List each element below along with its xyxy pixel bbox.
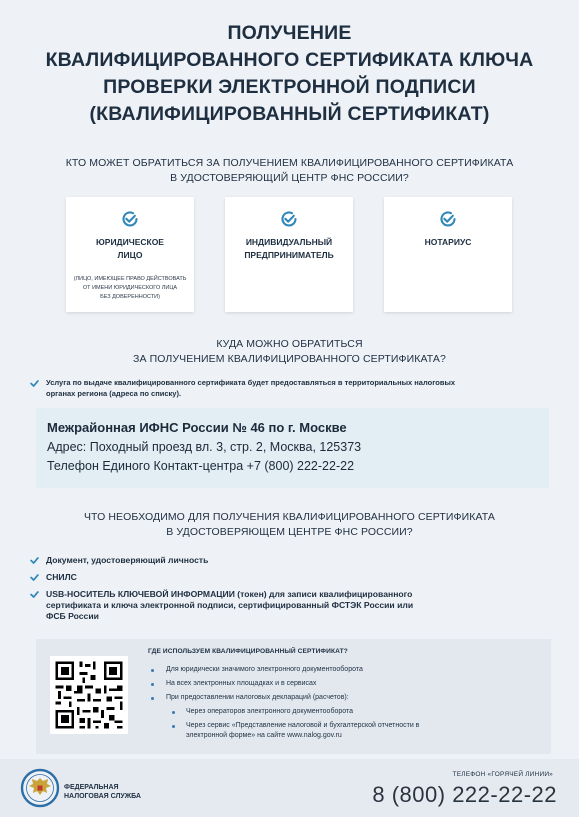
check-mark-icon (30, 379, 39, 388)
token-line: ФСБ России (46, 611, 99, 621)
usage-item-platforms: На всех электронных площадках и в сервисах (166, 680, 317, 687)
page-title (0, 20, 579, 128)
footer (0, 759, 579, 817)
check-mark-icon (30, 556, 39, 565)
fns-name-line: ФЕДЕРАЛЬНАЯ (64, 784, 119, 791)
usage-item-edo: Для юридически значимого электронного документооборота (166, 666, 363, 673)
card-note-line: БЕЗ ДОВЕРЕННОСТИ) (100, 294, 160, 300)
where-note-line: Услуга по выдаче квалифицированного сертификата будет предоставляться в территориальных налоговых (46, 378, 456, 387)
check-circle-icon (438, 209, 458, 229)
usage-box (36, 639, 551, 754)
bullet-dot (151, 697, 154, 700)
fns-emblem-icon (20, 767, 60, 809)
card-title (384, 236, 512, 249)
office-name: Межрайонная ИФНС России № 46 по г. Москве (47, 420, 347, 435)
office-address-box (36, 408, 549, 488)
where-note-text (46, 378, 551, 399)
usage-subitem-nalog-service (186, 721, 419, 741)
usage-subitem-operators: Через операторов электронного документооборота (186, 708, 353, 715)
usage-subitem-line: Через сервис «Представление налоговой и бухгалтерской отчетности в (186, 722, 420, 729)
title-line-1: ПОЛУЧЕНИЕ (227, 22, 352, 44)
fns-name-line: НАЛОГОВАЯ СЛУЖБА (64, 793, 141, 800)
required-heading-line-1: ЧТО НЕОБХОДИМО ДЛЯ ПОЛУЧЕНИЯ КВАЛИФИЦИРОВАННОГО СЕРТИФИКАТА (83, 511, 496, 523)
hotline-phone: 8 (800) 222-22-22 (372, 782, 557, 807)
who-heading-line-1: КТО МОЖЕТ ОБРАТИТЬСЯ ЗА ПОЛУЧЕНИЕМ КВАЛИФИЦИРОВАННОГО СЕРТИФИКАТА (65, 157, 514, 169)
fns-name (64, 783, 141, 801)
card-title (66, 236, 194, 262)
who-heading (0, 156, 579, 186)
bullet-dot (172, 725, 175, 728)
card-legal-entity (66, 197, 194, 312)
card-title-line: ЛИЦО (117, 250, 143, 260)
hotline-label: ТЕЛЕФОН «ГОРЯЧЕЙ ЛИНИИ» (452, 771, 553, 778)
usage-heading: ГДЕ ИСПОЛЬЗУЕМ КВАЛИФИЦИРОВАННЫЙ СЕРТИФИКАТ? (148, 648, 348, 655)
required-item-text (46, 589, 551, 622)
office-phone: Телефон Единого Контакт-центра +7 (800) 222-22-22 (47, 459, 355, 473)
bullet-dot (151, 669, 154, 672)
card-title-line: ИНДИВИДУАЛЬНЫЙ (245, 237, 333, 247)
token-line: USB-НОСИТЕЛЬ КЛЮЧЕВОЙ ИНФОРМАЦИИ (токен) для записи квалифицированного (46, 589, 413, 599)
card-title-line: НОТАРИУС (424, 237, 472, 247)
usage-subitem-line: электронной форме» на сайте www.nalog.gov.ru (186, 732, 342, 739)
required-item-text: Документ, удостоверяющий личность (46, 555, 209, 565)
required-item-text: СНИЛС (46, 572, 77, 582)
bullet-dot (172, 711, 175, 714)
bullet-dot (151, 683, 154, 686)
check-mark-icon (30, 590, 39, 599)
where-note-line: органах региона (адреса по списку). (46, 388, 182, 398)
required-heading-line-2: В УДОСТОВЕРЯЮЩЕМ ЦЕНТРЕ ФНС РОССИИ? (166, 526, 413, 538)
where-heading-line-2: ЗА ПОЛУЧЕНИЕМ КВАЛИФИЦИРОВАННОГО СЕРТИФИКАТА? (133, 353, 446, 365)
where-heading (0, 337, 579, 367)
token-line: сертификата и ключа электронной подписи, сертифицированный ФСТЭК России или (46, 600, 414, 610)
card-title (225, 236, 353, 262)
card-note (66, 275, 194, 302)
title-line-2: КВАЛИФИЦИРОВАННОГО СЕРТИФИКАТА КЛЮЧА (45, 49, 534, 71)
office-address: Адрес: Походный проезд вл. 3, стр. 2, Москва, 125373 (47, 440, 362, 454)
check-mark-icon (30, 573, 39, 582)
check-circle-icon (120, 209, 140, 229)
required-heading (0, 510, 579, 540)
qr-code-icon (50, 656, 128, 734)
card-individual-entrepreneur (225, 197, 353, 312)
card-notary (384, 197, 512, 312)
usage-item-declarations: При предоставлении налоговых деклараций (расчетов): (166, 694, 349, 701)
card-note-line: ОТ ИМЕНИ ЮРИДИЧЕСКОГО ЛИЦА (82, 285, 178, 291)
card-title-line: ЮРИДИЧЕСКОЕ (96, 237, 164, 247)
title-line-3: ПРОВЕРКИ ЭЛЕКТРОННОЙ ПОДПИСИ (103, 76, 476, 98)
check-circle-icon (279, 209, 299, 229)
who-heading-line-2: В УДОСТОВЕРЯЮЩИЙ ЦЕНТР ФНС РОССИИ? (170, 172, 409, 184)
card-title-line: ПРЕДПРИНИМАТЕЛЬ (244, 250, 334, 260)
where-heading-line-1: КУДА МОЖНО ОБРАТИТЬСЯ (216, 338, 363, 350)
card-note-line: (ЛИЦО, ИМЕЮЩЕЕ ПРАВО ДЕЙСТВОВАТЬ (73, 276, 187, 282)
title-line-4: (КВАЛИФИЦИРОВАННЫЙ СЕРТИФИКАТ) (89, 103, 490, 125)
